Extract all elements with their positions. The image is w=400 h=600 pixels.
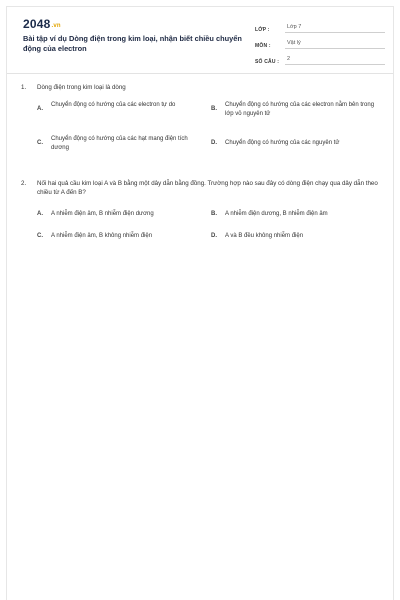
- option-letter: A.: [37, 106, 43, 112]
- meta-value-question-count: 2: [285, 56, 385, 65]
- meta-row-subject: [255, 35, 385, 49]
- question-stem: [21, 83, 381, 92]
- answer-option-c[interactable]: [37, 232, 207, 241]
- option-letter: B.: [211, 106, 217, 112]
- question-number: 1.: [21, 84, 27, 91]
- option-letter: B.: [211, 211, 217, 217]
- option-text: Chuyển động có hướng của các nguyên tử: [225, 140, 340, 146]
- meta-value-subject: Vật lý: [285, 40, 385, 49]
- question-number: 2.: [21, 180, 27, 187]
- option-letter: C.: [37, 233, 43, 239]
- option-letter: A.: [37, 211, 43, 217]
- answer-option-b[interactable]: [211, 210, 387, 219]
- meta-label-class: LỚP :: [255, 27, 270, 33]
- option-text: A nhiễm điện dương, B nhiễm điện âm: [225, 211, 328, 217]
- option-text: A và B đều không nhiễm điện: [225, 233, 304, 239]
- header-divider: [7, 73, 393, 74]
- option-letter: C.: [37, 140, 43, 146]
- logo-main-text: 2048: [23, 17, 51, 31]
- option-text: A nhiễm điện âm, B không nhiễm điện: [51, 233, 153, 239]
- question-text: Nối hai quả cầu kim loại A và B bằng một dây dẫn bằng đồng. Trường hợp nào sau đây có dòng điện chạy qua dây dẫn theo chiều từ A đến B?: [37, 180, 378, 196]
- meta-row-question-count: [255, 51, 385, 65]
- site-logo[interactable]: [23, 17, 61, 31]
- answer-option-d[interactable]: [211, 232, 387, 241]
- answer-option-c[interactable]: [37, 135, 197, 153]
- option-text: Chuyển động có hướng của các hạt mang điện tích dương: [51, 136, 188, 151]
- worksheet-header: [7, 7, 393, 67]
- option-letter: D.: [211, 233, 217, 239]
- meta-label-subject: MÔN :: [255, 43, 271, 49]
- question-stem: [21, 179, 381, 197]
- worksheet-page: [6, 6, 394, 600]
- question-1: [21, 83, 381, 165]
- option-text: A nhiễm điện âm, B nhiễm điện dương: [51, 211, 154, 217]
- option-text: Chuyển động có hướng của các electron tự do: [51, 102, 176, 108]
- worksheet-meta: [255, 19, 385, 67]
- option-letter: D.: [211, 140, 217, 146]
- meta-row-class: [255, 19, 385, 33]
- question-2: [21, 179, 381, 246]
- answer-option-a[interactable]: [37, 210, 207, 219]
- answer-options: [37, 206, 381, 246]
- answer-option-a[interactable]: [37, 101, 197, 114]
- worksheet-title: Bài tập ví dụ Dòng điện trong kim loại, nhận biết chiều chuyển động của electron: [23, 34, 242, 53]
- meta-value-class: Lớp 7: [285, 24, 385, 33]
- answer-option-b[interactable]: [211, 101, 381, 119]
- answer-options: [37, 101, 381, 165]
- answer-option-d[interactable]: [211, 139, 387, 148]
- logo-suffix-text: .vn: [51, 23, 61, 29]
- question-text: Dòng điện trong kim loại là dòng: [37, 84, 126, 91]
- meta-label-question-count: SỐ CÂU :: [255, 59, 280, 65]
- option-text: Chuyển động có hướng của các electron nằm bên trong lớp vỏ nguyên tử: [225, 102, 375, 117]
